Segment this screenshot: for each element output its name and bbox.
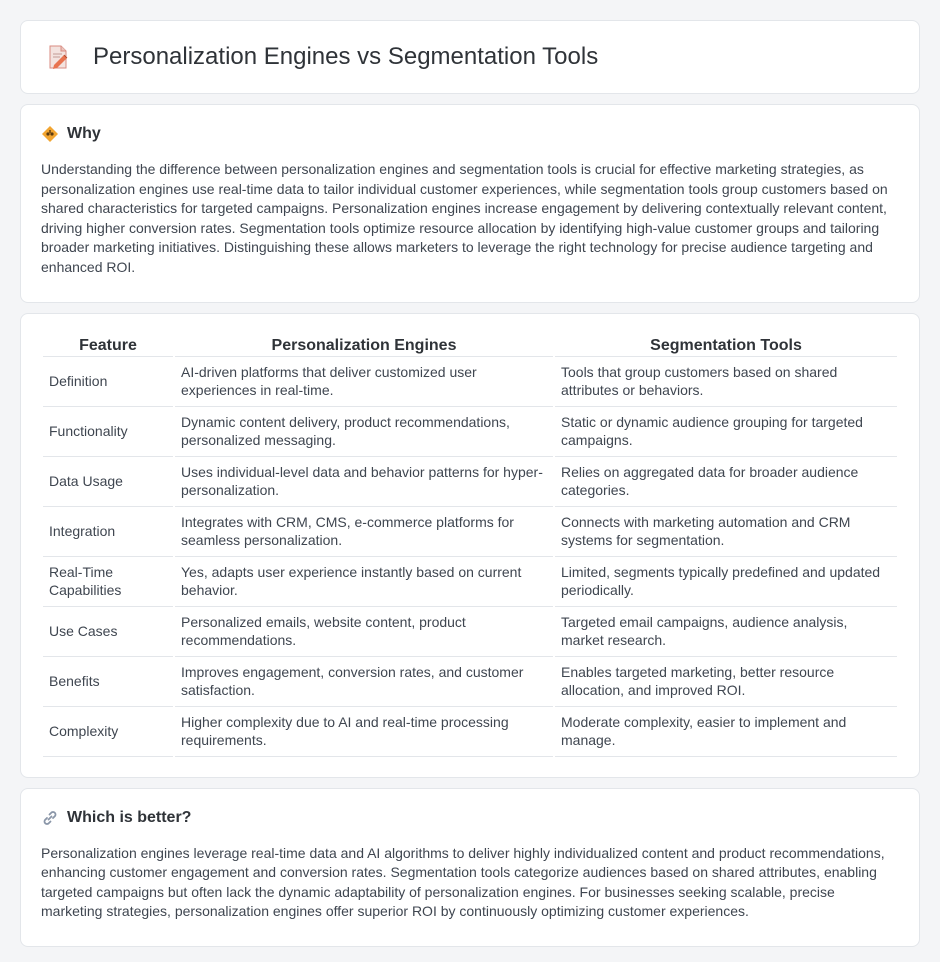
table-row (43, 607, 897, 657)
personalization-cell: Higher complexity due to AI and real-time processing requirements. (175, 707, 553, 757)
feature-cell: Definition (43, 357, 173, 407)
personalization-cell: Improves engagement, conversion rates, and customer satisfaction. (175, 657, 553, 707)
segmentation-cell: Static or dynamic audience grouping for targeted campaigns. (555, 407, 897, 457)
segmentation-cell: Limited, segments typically predefined and updated periodically. (555, 557, 897, 607)
column-header-personalization-engines: Personalization Engines (175, 332, 553, 357)
table-row (43, 357, 897, 407)
feature-cell: Functionality (43, 407, 173, 457)
table-row (43, 507, 897, 557)
table-row (43, 657, 897, 707)
personalization-cell: Yes, adapts user experience instantly based on current behavior. (175, 557, 553, 607)
personalization-cell: Personalized emails, website content, product recommendations. (175, 607, 553, 657)
which-is-better-title: Which is better? (67, 808, 192, 826)
feature-cell: Real-Time Capabilities (43, 557, 173, 607)
segmentation-cell: Targeted email campaigns, audience analysis, market research. (555, 607, 897, 657)
comparison-table-card (20, 313, 920, 778)
segmentation-cell: Moderate complexity, easier to implement and manage. (555, 707, 897, 757)
page-title: Personalization Engines vs Segmentation Tools (93, 43, 599, 70)
why-body: Understanding the difference between personalization engines and segmentation tools is crucial for effective marketing strategies, as personalization engines use real-time data to tailor individual customer experiences, while segmentation tools group customers based on shared characteristics for targeted campaigns. Personalization engines increase engagement by delivering contextually relevant content, driving higher conversion rates. Segmentation tools optimize resource allocation by identifying high-value customer groups and tailoring broader marketing initiatives. Distinguishing these allows marketers to leverage the right technology for precise audience targeting and enhanced ROI. (41, 161, 888, 275)
table-row (43, 457, 897, 507)
why-title: Why (67, 125, 101, 142)
personalization-cell: Integrates with CRM, CMS, e-commerce platforms for seamless personalization. (175, 507, 553, 557)
feature-cell: Benefits (43, 657, 173, 707)
feature-cell: Data Usage (43, 457, 173, 507)
column-header-segmentation-tools: Segmentation Tools (555, 332, 897, 357)
table-header-row (43, 332, 897, 357)
personalization-cell: Dynamic content delivery, product recommendations, personalized messaging. (175, 407, 553, 457)
table-row (43, 707, 897, 757)
segmentation-cell: Tools that group customers based on shared attributes or behaviors. (555, 357, 897, 407)
segmentation-cell: Enables targeted marketing, better resource allocation, and improved ROI. (555, 657, 897, 707)
feature-cell: Complexity (43, 707, 173, 757)
link-icon (41, 809, 59, 827)
personalization-cell: Uses individual-level data and behavior patterns for hyper-personalization. (175, 457, 553, 507)
comparison-table (41, 332, 899, 757)
segmentation-cell: Connects with marketing automation and CRM systems for segmentation. (555, 507, 897, 557)
personalization-cell: AI-driven platforms that deliver customized user experiences in real-time. (175, 357, 553, 407)
document-pencil-icon (45, 44, 71, 70)
which-is-better-section (20, 788, 920, 947)
which-is-better-body: Personalization engines leverage real-time data and AI algorithms to deliver highly individualized content and product recommendations, enhancing customer engagement and conversion rates. Segmentation tools categorize audiences based on shared attributes, enabling targeted campaigns but often lack the dynamic adaptability of personalization engines. For businesses seeking scalable, precise marketing strategies, personalization engines offer superior ROI by continuously optimizing customer experiences. (41, 844, 885, 920)
why-section (20, 104, 920, 303)
table-row (43, 407, 897, 457)
feature-cell: Integration (43, 507, 173, 557)
header-card (20, 20, 920, 94)
column-header-feature: Feature (43, 332, 173, 357)
feature-cell: Use Cases (43, 607, 173, 657)
diamond-signal-icon (41, 125, 59, 143)
segmentation-cell: Relies on aggregated data for broader audience categories. (555, 457, 897, 507)
table-row (43, 557, 897, 607)
